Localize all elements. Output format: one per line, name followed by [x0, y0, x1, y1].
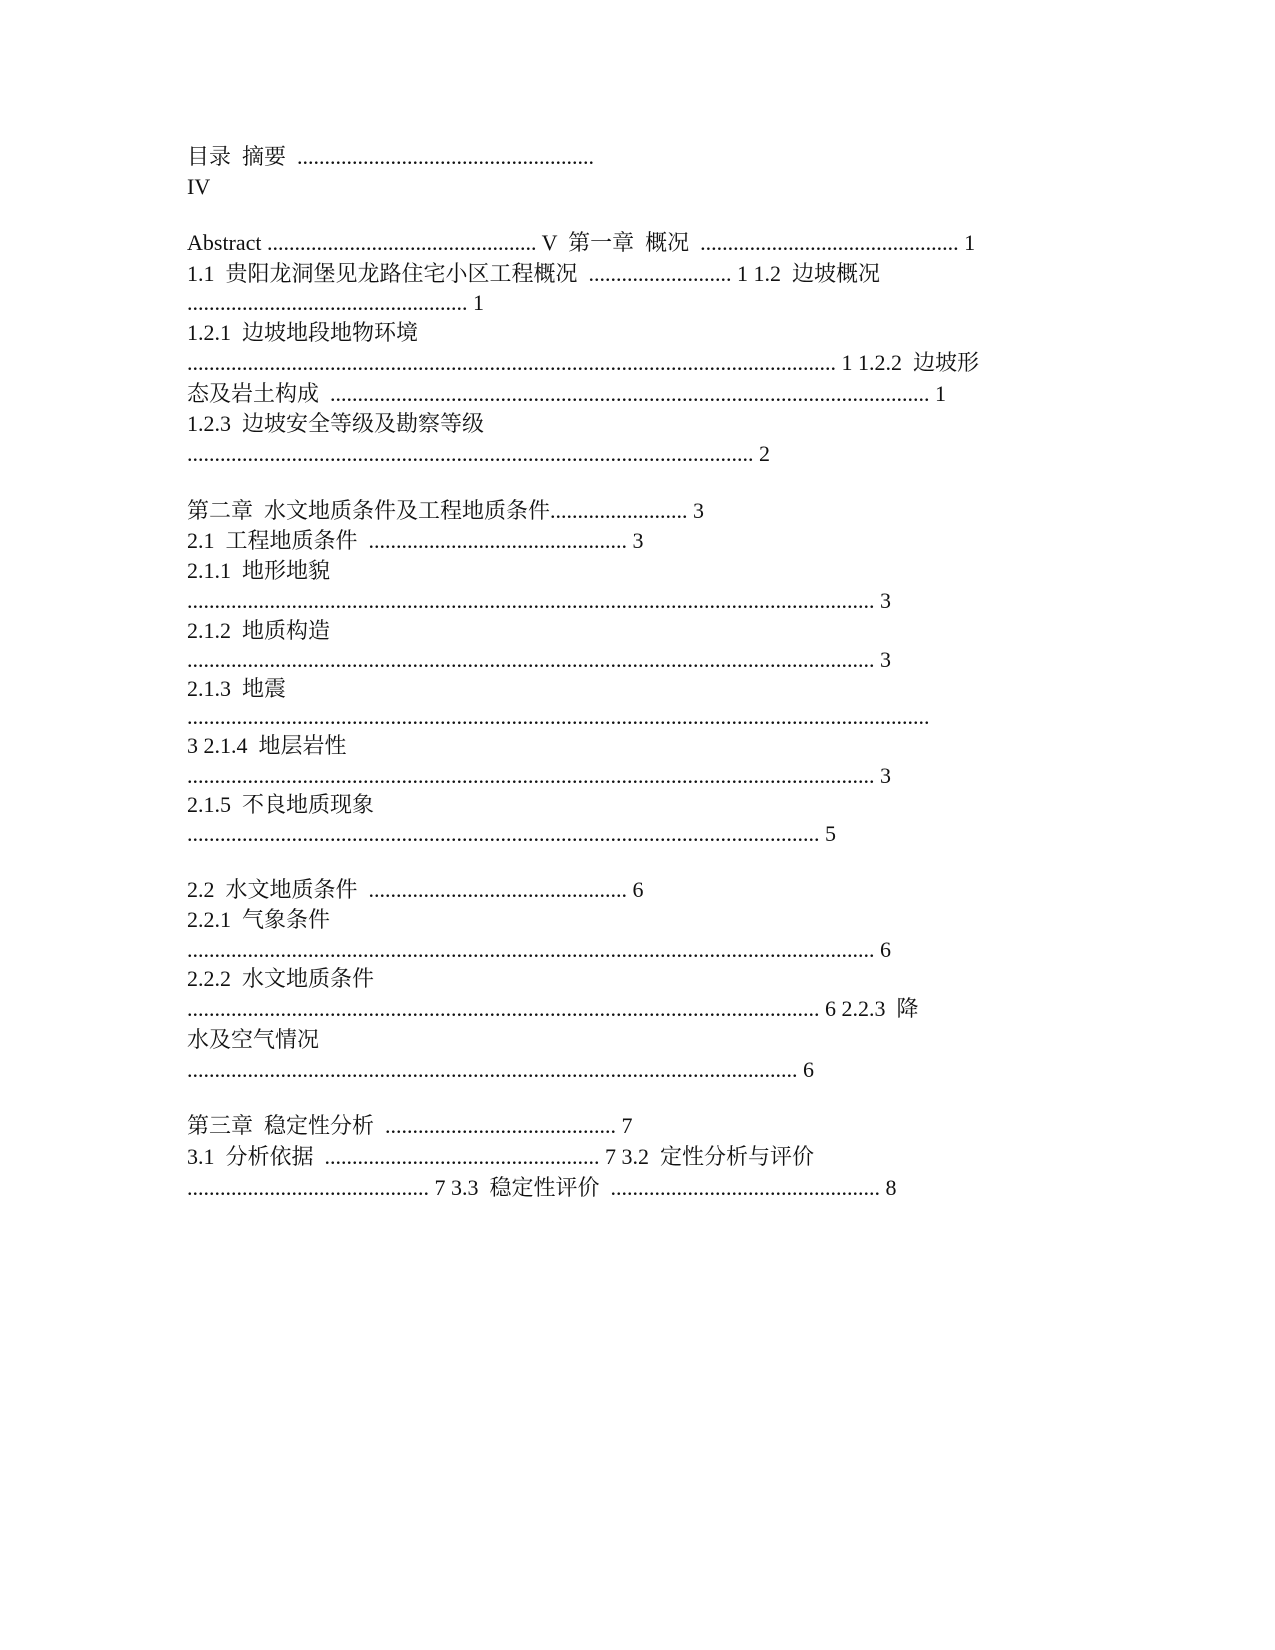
- toc-line: ............................................................................................................... 6: [187, 1057, 814, 1082]
- toc-line: ................................................... 1: [187, 290, 484, 315]
- toc-line: 2.1 工程地质条件 ............................................... 3: [187, 528, 644, 553]
- toc-line: 目录 摘要 ......................................................: [187, 144, 595, 169]
- toc-line: Abstract ................................................. V 第一章 概况 ............................................... 1: [187, 230, 976, 255]
- toc-line: 态及岩土构成 ............................................................................................................. 1: [187, 381, 947, 406]
- toc-line: ...................................................................................................................... 1 1.2.2 边坡形: [187, 350, 980, 375]
- toc-line: ............................................................................................................................. 3: [187, 647, 891, 672]
- toc-line: 2.1.2 地质构造: [187, 618, 331, 643]
- toc-line: 2.1.1 地形地貌: [187, 558, 331, 583]
- toc-line: .......................................................................................................................................: [187, 704, 930, 729]
- toc-line: 1.2.1 边坡地段地物环境: [187, 320, 419, 345]
- toc-line: 第三章 稳定性分析 .......................................... 7: [187, 1113, 633, 1138]
- toc-line: ................................................................................................................... 6 2.2.3 降: [187, 996, 919, 1021]
- toc-line: 2.2 水文地质条件 ............................................... 6: [187, 877, 644, 902]
- toc-line: ............................................ 7 3.3 稳定性评价 ................................................. 8: [187, 1175, 897, 1200]
- toc-line: 水及空气情况: [187, 1027, 320, 1052]
- toc-line: ................................................................................................................... 5: [187, 821, 836, 846]
- toc-line: 2.1.3 地震: [187, 676, 287, 701]
- toc-line: ....................................................................................................... 2: [187, 441, 770, 466]
- toc-line: 1.1 贵阳龙洞堡见龙路住宅小区工程概况 .......................... 1 1.2 边坡概况: [187, 261, 881, 286]
- toc-line: 第二章 水文地质条件及工程地质条件......................... 3: [187, 498, 705, 523]
- toc-line: 3 2.1.4 地层岩性: [187, 733, 347, 758]
- toc-line: IV: [187, 174, 211, 199]
- toc-line: 2.2.1 气象条件: [187, 907, 331, 932]
- toc-line: 3.1 分析依据 .................................................. 7 3.2 定性分析与评价: [187, 1144, 815, 1169]
- toc-line: 2.2.2 水文地质条件: [187, 966, 375, 991]
- toc-line: ............................................................................................................................. 3: [187, 588, 891, 613]
- toc-line: 2.1.5 不良地质现象: [187, 792, 375, 817]
- toc-line: ............................................................................................................................. 3: [187, 763, 891, 788]
- toc-line: ............................................................................................................................. 6: [187, 937, 891, 962]
- toc-line: 1.2.3 边坡安全等级及勘察等级: [187, 411, 485, 436]
